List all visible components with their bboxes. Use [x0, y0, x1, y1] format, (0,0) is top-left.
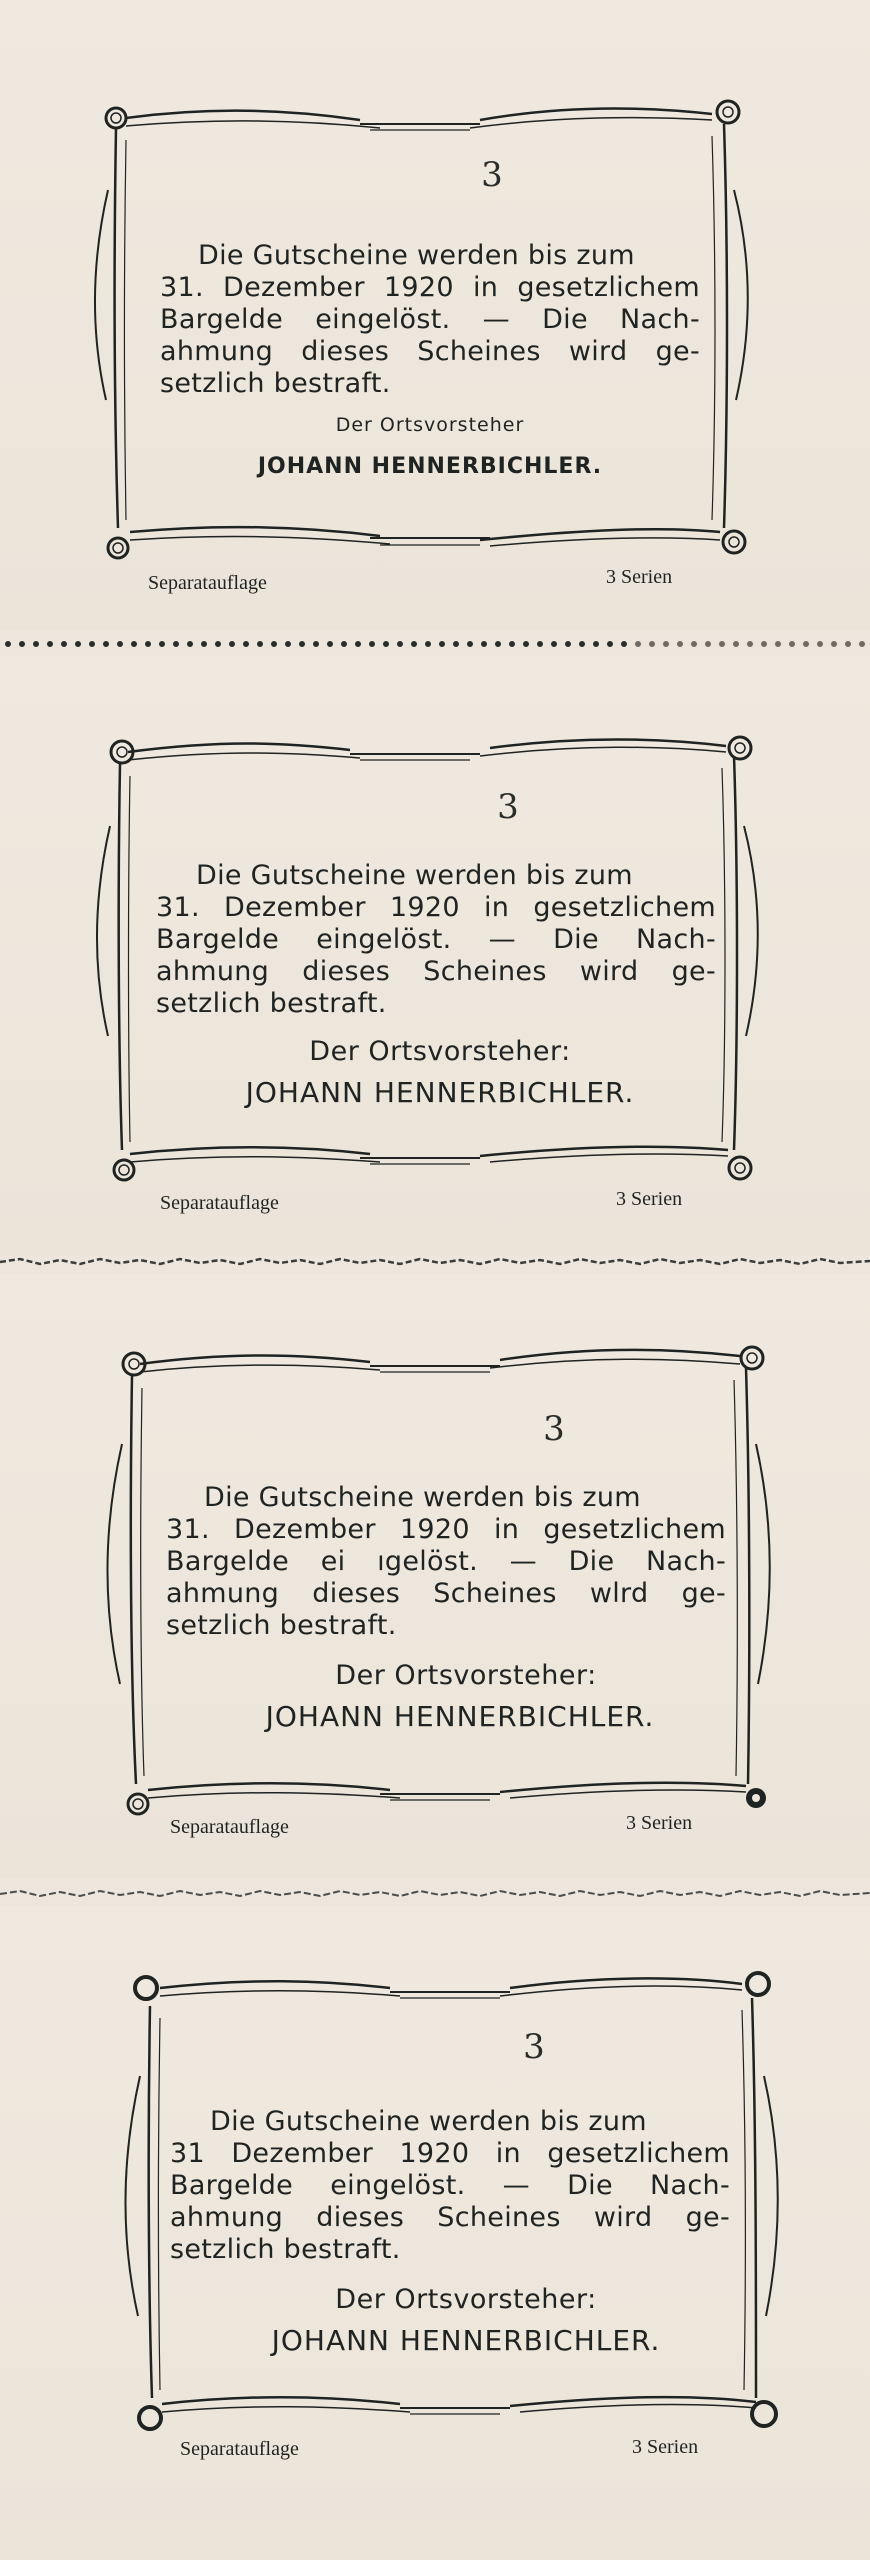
text-line: ahmung dieses Scheines wird ge-: [170, 2202, 730, 2233]
signer-name: JOHANN HENNERBICHLER.: [265, 1700, 655, 1733]
footer-series: 3 Serien: [632, 2436, 699, 2458]
text-line: ahmung dieses Scheines wird ge-: [160, 336, 700, 367]
coupon-3: [0, 1274, 870, 1878]
value-digit: 3: [543, 1409, 565, 1449]
redemption-text: [166, 1482, 726, 1642]
perforation: [0, 636, 870, 652]
redemption-text: [170, 2106, 730, 2266]
text-line: Bargelde eingelöst. — Die Nach-: [160, 304, 700, 335]
text-line: setzlich bestraft.: [170, 2234, 401, 2265]
footer-edition: Separatauflage: [180, 2438, 299, 2460]
signer-title: Der Ortsvorsteher:: [335, 1660, 597, 1691]
text-line: Bargelde ei ıgelöst. — Die Nach-: [166, 1546, 726, 1577]
signer-title: Der Ortsvorsteher:: [309, 1036, 571, 1067]
perforation: [0, 1886, 870, 1902]
text-line: 31. Dezember 1920 in gesetzlichem: [166, 1514, 726, 1545]
coupon-1: [0, 0, 870, 630]
value-digit: 3: [523, 2027, 545, 2067]
text-line: 31 Dezember 1920 in gesetzlichem: [170, 2138, 730, 2169]
value-digit: 3: [497, 787, 519, 827]
text-line: Die Gutscheine werden bis zum: [196, 860, 633, 891]
redemption-text: [160, 240, 700, 400]
text-line: 31. Dezember 1920 in gesetzlichem: [160, 272, 700, 303]
footer-series: 3 Serien: [606, 566, 673, 588]
text-line: Die Gutscheine werden bis zum: [198, 240, 635, 271]
coupon-2: [0, 656, 870, 1256]
footer-series: 3 Serien: [616, 1188, 683, 1210]
perforation: [0, 1254, 870, 1270]
text-line: Bargelde eingelöst. — Die Nach-: [156, 924, 716, 955]
signer-name: JOHANN HENNERBICHLER.: [245, 1076, 635, 1109]
text-line: Die Gutscheine werden bis zum: [210, 2106, 647, 2137]
text-line: setzlich bestraft.: [160, 368, 391, 399]
text-line: ahmung dieses Scheines wlrd ge-: [166, 1578, 726, 1609]
text-line: Die Gutscheine werden bis zum: [204, 1482, 641, 1513]
footer-edition: Separatauflage: [170, 1816, 289, 1838]
value-digit: 3: [481, 155, 503, 195]
redemption-text: [156, 860, 716, 1020]
text-line: setzlich bestraft.: [156, 988, 387, 1019]
signer-name: JOHANN HENNERBICHLER.: [271, 2324, 661, 2357]
coupon-4: [0, 1906, 870, 2560]
footer-series: 3 Serien: [626, 1812, 693, 1834]
footer-edition: Separatauflage: [160, 1192, 279, 1214]
signer-title: Der Ortsvorsteher:: [335, 2284, 597, 2315]
text-line: 31. Dezember 1920 in gesetzlichem: [156, 892, 716, 923]
signer-title: Der Ortsvorsteher: [335, 414, 525, 436]
text-line: ahmung dieses Scheines wird ge-: [156, 956, 716, 987]
text-line: setzlich bestraft.: [166, 1610, 397, 1641]
text-line: Bargelde eingelöst. — Die Nach-: [170, 2170, 730, 2201]
signer-name: JOHANN HENNERBICHLER.: [257, 454, 603, 479]
footer-edition: Separatauflage: [148, 572, 267, 594]
